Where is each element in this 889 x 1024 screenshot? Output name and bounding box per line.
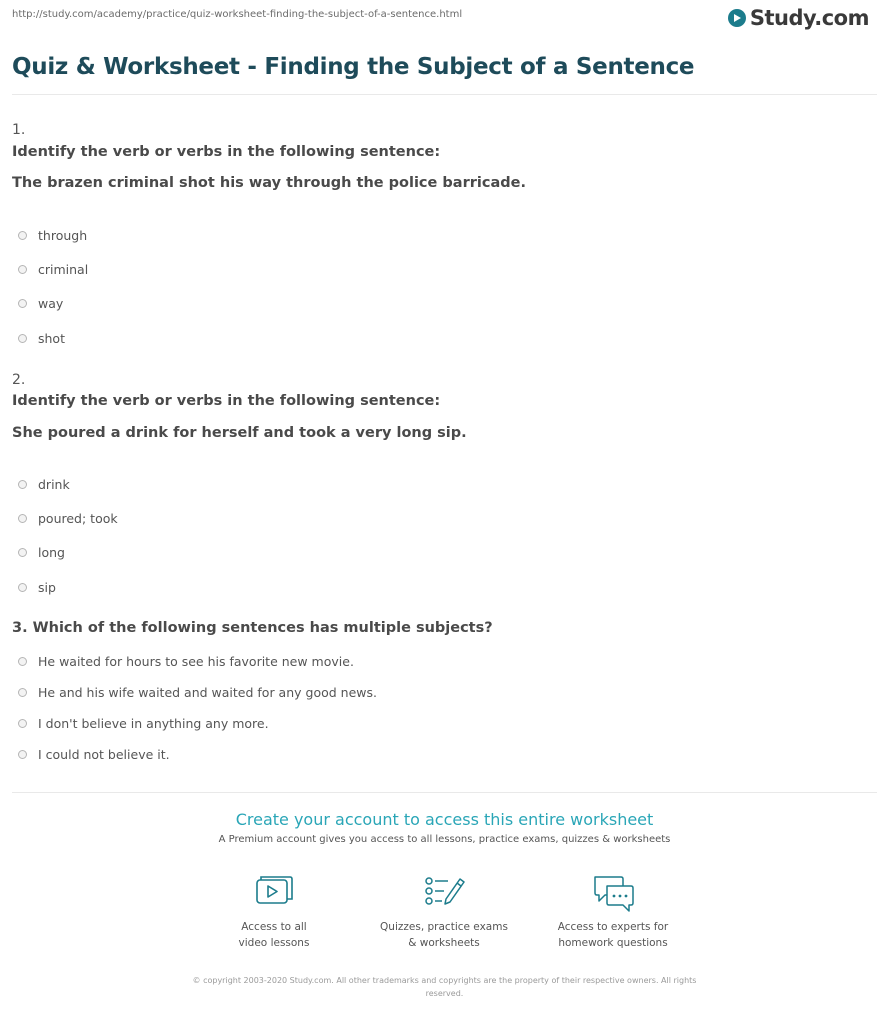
answer-option[interactable] [18, 501, 118, 535]
option-label: sip [38, 579, 56, 595]
answer-option[interactable] [18, 252, 88, 286]
radio-button[interactable] [18, 231, 27, 240]
copyright-line: reserved. [425, 989, 464, 998]
option-label: I don't believe in anything any more. [38, 716, 269, 731]
option-label: drink [38, 476, 70, 492]
question-prompt: 3. Which of the following sentences has multiple subjects? [12, 620, 493, 636]
answer-option[interactable] [18, 218, 88, 252]
option-label: I could not believe it. [38, 747, 170, 762]
option-label: long [38, 545, 65, 561]
create-account-link[interactable]: Create your account to access this entire worksheet [235, 810, 654, 829]
radio-button[interactable] [18, 719, 27, 728]
question-prompt: Identify the verb or verbs in the following sentence: [12, 144, 441, 160]
study-logo[interactable] [728, 6, 869, 30]
video-lessons-icon [252, 873, 296, 913]
question-number: 2. [12, 372, 26, 388]
question-sentence: She poured a drink for herself and took a very long sip. [12, 425, 467, 441]
answer-option[interactable] [18, 646, 377, 677]
radio-button[interactable] [18, 480, 27, 489]
copyright-notice [165, 974, 724, 1000]
feature-label [533, 919, 693, 951]
feature-label-line: & worksheets [408, 937, 480, 949]
option-label: poured; took [38, 510, 118, 526]
feature-label-line: video lessons [238, 937, 310, 949]
answer-option[interactable] [18, 287, 88, 321]
option-label: criminal [38, 261, 89, 277]
feature-label-line: homework questions [558, 937, 668, 949]
feature-label-line: Access to experts for [557, 921, 669, 933]
option-label: way [38, 296, 64, 312]
cta-subtitle: A Premium account gives you access to all lessons, practice exams, quizzes & worksheets [218, 834, 671, 845]
radio-button[interactable] [18, 514, 27, 523]
study-logo-icon [728, 9, 746, 27]
answer-options [18, 467, 118, 604]
answer-option[interactable] [18, 467, 118, 501]
feature-experts [533, 873, 693, 951]
feature-label [364, 919, 524, 951]
option-label: He and his wife waited and waited for any good news. [38, 685, 377, 700]
radio-button[interactable] [18, 299, 27, 308]
option-label: shot [38, 330, 65, 346]
feature-label [194, 919, 354, 951]
answer-option[interactable] [18, 321, 88, 355]
feature-label-line: Quizzes, practice exams [380, 921, 508, 933]
logo-text: Study.com [749, 6, 869, 30]
option-label: He waited for hours to see his favorite new movie. [38, 654, 354, 669]
feature-video-lessons [194, 873, 354, 951]
answer-option[interactable] [18, 708, 377, 739]
answer-option[interactable] [18, 739, 377, 770]
page-title: Quiz & Worksheet - Finding the Subject of a Sentence [12, 54, 695, 80]
question-prompt: Identify the verb or verbs in the following sentence: [12, 393, 441, 409]
feature-label-line: Access to all [241, 921, 307, 933]
radio-button[interactable] [18, 750, 27, 759]
answer-options [18, 646, 377, 770]
radio-button[interactable] [18, 548, 27, 557]
radio-button[interactable] [18, 657, 27, 666]
answer-option[interactable] [18, 677, 377, 708]
radio-button[interactable] [18, 583, 27, 592]
section-divider [12, 792, 877, 793]
answer-options [18, 218, 88, 355]
quiz-worksheet-icon [422, 873, 466, 913]
radio-button[interactable] [18, 688, 27, 697]
answer-option[interactable] [18, 570, 118, 604]
page-url: http://study.com/academy/practice/quiz-worksheet-finding-the-subject-of-a-sentence.html [12, 9, 463, 20]
question-sentence: The brazen criminal shot his way through the police barricade. [12, 175, 526, 191]
radio-button[interactable] [18, 265, 27, 274]
title-divider [12, 94, 877, 95]
expert-chat-icon [591, 873, 635, 913]
question-number: 1. [12, 122, 26, 138]
radio-button[interactable] [18, 334, 27, 343]
feature-quizzes [364, 873, 524, 951]
copyright-line: © copyright 2003-2020 Study.com. All other trademarks and copyrights are the property of their respective owners. All rights [192, 976, 697, 985]
option-label: through [38, 227, 88, 243]
answer-option[interactable] [18, 536, 118, 570]
